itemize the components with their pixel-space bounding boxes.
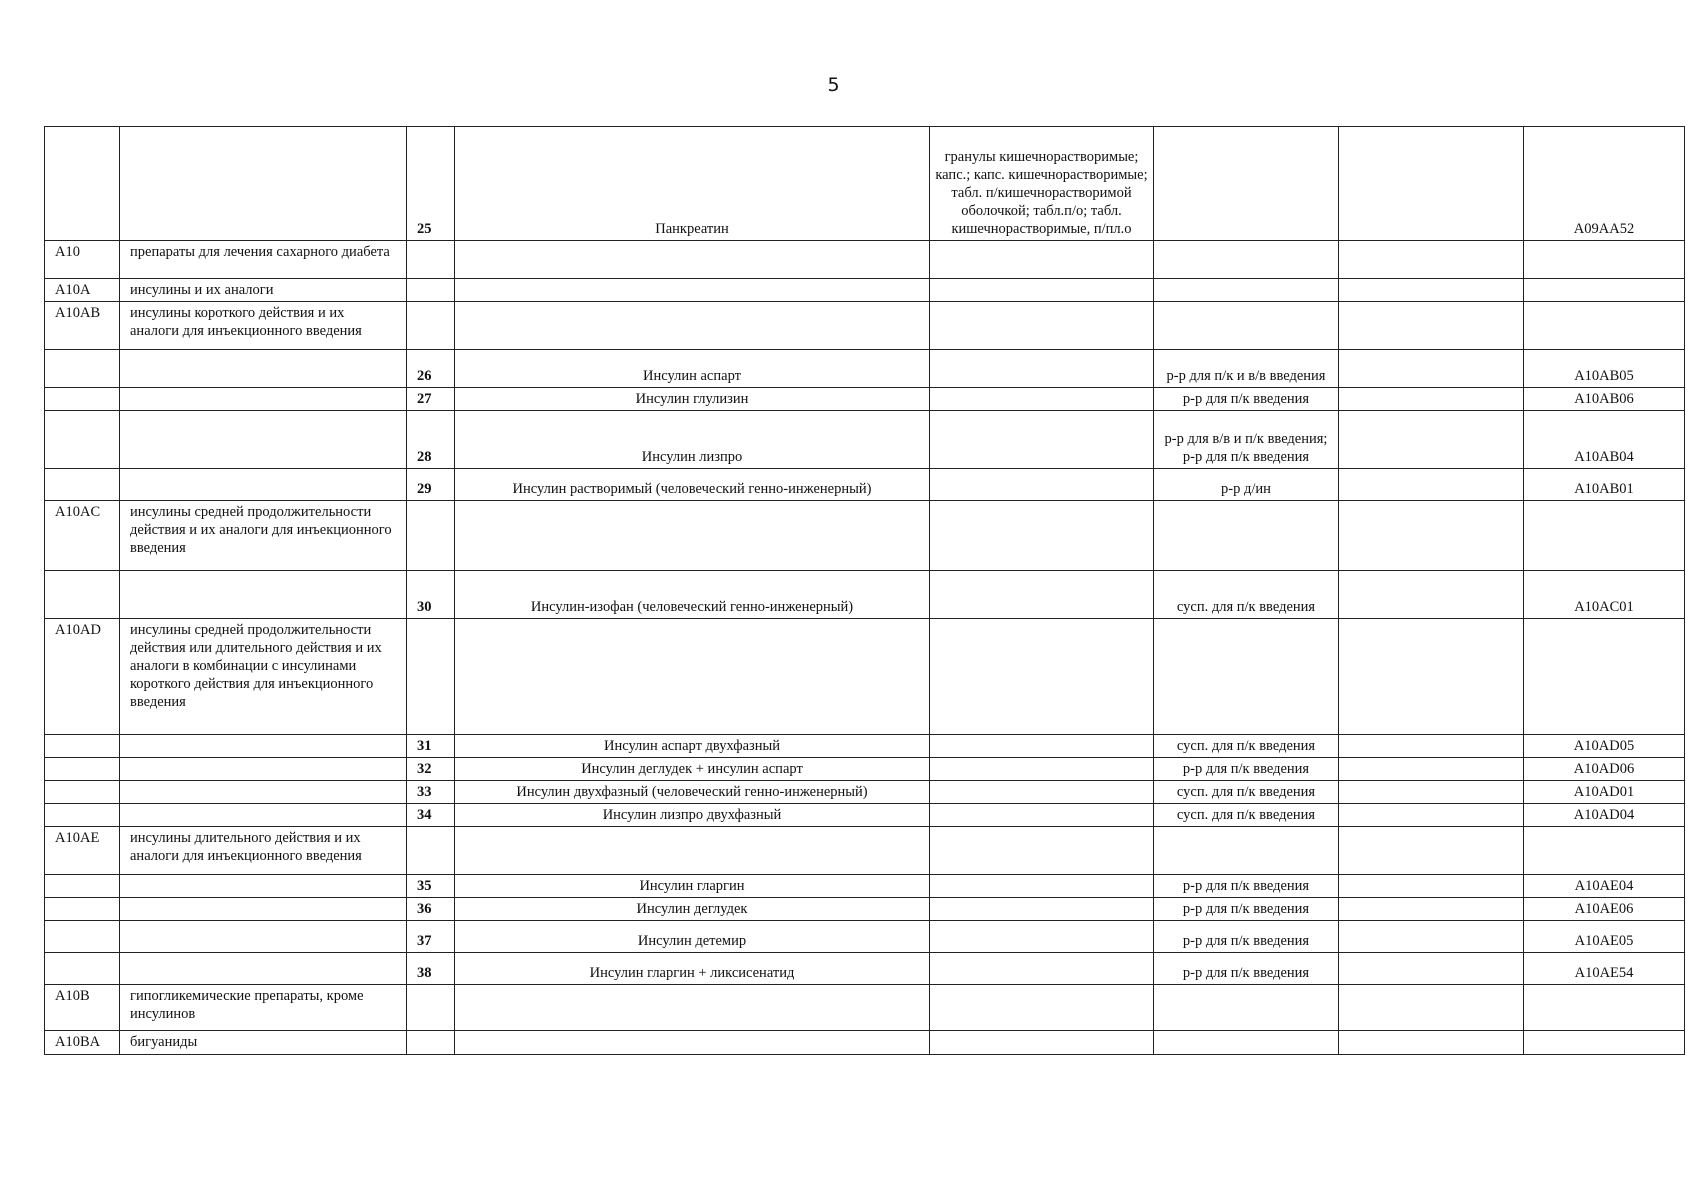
administration-form [1154,985,1339,1031]
drug-name [455,619,930,735]
atc-group-name [120,127,407,241]
dosage-forms [930,804,1154,827]
atc-code: A10AE04 [1524,875,1685,898]
drug-name: Инсулин деглудек [455,898,930,921]
extra-column [1339,985,1524,1031]
atc-group-name [120,411,407,469]
atc-group-name: бигуаниды [120,1031,407,1055]
atc-group-code [45,875,120,898]
atc-group-code [45,898,120,921]
dosage-forms [930,241,1154,279]
atc-group-code [45,350,120,388]
dosage-forms [930,953,1154,985]
administration-form [1154,279,1339,302]
item-number: 30 [407,571,455,619]
dosage-forms [930,985,1154,1031]
item-number: 34 [407,804,455,827]
item-number [407,1031,455,1055]
item-number [407,501,455,571]
table-row [45,350,1685,388]
dosage-forms [930,735,1154,758]
extra-column [1339,875,1524,898]
extra-column [1339,469,1524,501]
drug-name: Инсулин аспарт [455,350,930,388]
administration-form: р-р для п/к введения [1154,953,1339,985]
extra-column [1339,758,1524,781]
drug-name [455,827,930,875]
table-row [45,875,1685,898]
table-row [45,781,1685,804]
table-row [45,241,1685,279]
item-number: 31 [407,735,455,758]
dosage-forms [930,411,1154,469]
drug-name: Инсулин лизпро двухфазный [455,804,930,827]
atc-group-code [45,411,120,469]
drug-name: Инсулин детемир [455,921,930,953]
atc-code: A10AE06 [1524,898,1685,921]
atc-code: A10AD06 [1524,758,1685,781]
administration-form: р-р для п/к введения [1154,388,1339,411]
item-number: 38 [407,953,455,985]
item-number: 25 [407,127,455,241]
drug-name [455,241,930,279]
atc-code: A10AB01 [1524,469,1685,501]
item-number [407,985,455,1031]
dosage-forms [930,619,1154,735]
atc-group-code: A10AE [45,827,120,875]
dosage-forms [930,388,1154,411]
administration-form [1154,1031,1339,1055]
table-row [45,1031,1685,1055]
atc-code: A10AB06 [1524,388,1685,411]
administration-form: сусп. для п/к введения [1154,804,1339,827]
extra-column [1339,501,1524,571]
atc-group-name [120,571,407,619]
drug-name: Инсулин-изофан (человеческий генно-инженерный) [455,571,930,619]
table-row [45,827,1685,875]
atc-group-name: препараты для лечения сахарного диабета [120,241,407,279]
drug-name: Инсулин растворимый (человеческий генно-инженерный) [455,469,930,501]
extra-column [1339,921,1524,953]
administration-form: сусп. для п/к введения [1154,571,1339,619]
item-number: 36 [407,898,455,921]
administration-form: р-р для п/к введения [1154,875,1339,898]
atc-group-name: гипогликемические препараты, кроме инсулинов [120,985,407,1031]
atc-group-code [45,781,120,804]
item-number: 27 [407,388,455,411]
atc-group-code [45,388,120,411]
atc-group-code [45,804,120,827]
extra-column [1339,735,1524,758]
atc-group-name: инсулины средней продолжительности действия и их аналоги для инъекционного введения [120,501,407,571]
item-number: 35 [407,875,455,898]
atc-group-name [120,350,407,388]
administration-form: р-р для п/к введения [1154,758,1339,781]
item-number: 33 [407,781,455,804]
atc-group-code: A10AC [45,501,120,571]
extra-column [1339,127,1524,241]
dosage-forms [930,875,1154,898]
drug-name: Инсулин двухфазный (человеческий генно-инженерный) [455,781,930,804]
atc-code [1524,827,1685,875]
dosage-forms [930,350,1154,388]
atc-group-code [45,127,120,241]
page-number: 5 [827,74,840,96]
dosage-forms [930,898,1154,921]
administration-form [1154,501,1339,571]
extra-column [1339,781,1524,804]
atc-group-code: A10BA [45,1031,120,1055]
drug-name [455,302,930,350]
atc-code: A09AA52 [1524,127,1685,241]
atc-group-code [45,921,120,953]
administration-form: р-р д/ин [1154,469,1339,501]
atc-group-name: инсулины длительного действия и их аналоги для инъекционного введения [120,827,407,875]
table-row [45,758,1685,781]
atc-group-code [45,953,120,985]
dosage-forms [930,1031,1154,1055]
atc-group-code: A10AD [45,619,120,735]
administration-form: р-р для п/к введения [1154,898,1339,921]
item-number: 29 [407,469,455,501]
table-row [45,804,1685,827]
atc-code: A10AD05 [1524,735,1685,758]
extra-column [1339,571,1524,619]
dosage-forms [930,501,1154,571]
atc-group-name [120,735,407,758]
atc-group-code [45,735,120,758]
extra-column [1339,827,1524,875]
item-number [407,827,455,875]
atc-group-code [45,469,120,501]
table-row [45,388,1685,411]
drug-name: Панкреатин [455,127,930,241]
table-row [45,571,1685,619]
extra-column [1339,411,1524,469]
atc-code [1524,241,1685,279]
administration-form [1154,302,1339,350]
atc-group-name: инсулины короткого действия и их аналоги для инъекционного введения [120,302,407,350]
atc-group-code [45,758,120,781]
table-row [45,279,1685,302]
table-row [45,953,1685,985]
atc-group-code [45,571,120,619]
atc-group-name [120,953,407,985]
extra-column [1339,350,1524,388]
extra-column [1339,388,1524,411]
dosage-forms [930,781,1154,804]
atc-group-name [120,781,407,804]
atc-code: A10AD01 [1524,781,1685,804]
table-row [45,898,1685,921]
atc-code [1524,501,1685,571]
atc-code: A10AE05 [1524,921,1685,953]
atc-group-code: A10A [45,279,120,302]
atc-group-name [120,758,407,781]
extra-column [1339,619,1524,735]
atc-group-code: A10B [45,985,120,1031]
atc-code [1524,302,1685,350]
administration-form [1154,241,1339,279]
atc-group-name [120,469,407,501]
table-row [45,619,1685,735]
item-number: 32 [407,758,455,781]
atc-group-code: A10 [45,241,120,279]
drug-name: Инсулин гларгин [455,875,930,898]
extra-column [1339,241,1524,279]
table-row [45,501,1685,571]
drug-name: Инсулин гларгин + ликсисенатид [455,953,930,985]
table-row [45,302,1685,350]
atc-group-name: инсулины и их аналоги [120,279,407,302]
administration-form: р-р для п/к и в/в введения [1154,350,1339,388]
administration-form: сусп. для п/к введения [1154,735,1339,758]
administration-form: р-р для п/к введения [1154,921,1339,953]
administration-form [1154,127,1339,241]
dosage-forms [930,921,1154,953]
atc-code [1524,985,1685,1031]
extra-column [1339,953,1524,985]
dosage-forms [930,469,1154,501]
atc-group-name [120,898,407,921]
item-number [407,619,455,735]
item-number: 26 [407,350,455,388]
item-number [407,241,455,279]
atc-code [1524,279,1685,302]
item-number: 37 [407,921,455,953]
atc-code: A10AB04 [1524,411,1685,469]
drug-name [455,1031,930,1055]
item-number [407,279,455,302]
drug-list-table [44,126,1685,1055]
atc-group-name [120,875,407,898]
drug-name: Инсулин деглудек + инсулин аспарт [455,758,930,781]
dosage-forms [930,827,1154,875]
table-row [45,469,1685,501]
dosage-forms [930,302,1154,350]
administration-form [1154,827,1339,875]
atc-group-code: A10AB [45,302,120,350]
drug-name: Инсулин аспарт двухфазный [455,735,930,758]
extra-column [1339,302,1524,350]
atc-code: A10AE54 [1524,953,1685,985]
administration-form [1154,619,1339,735]
atc-code: A10AB05 [1524,350,1685,388]
table-row [45,735,1685,758]
atc-group-name: инсулины средней продолжительности действия или длительного действия и их аналоги в комбинации с инсулинами короткого действия для инъекционного введения [120,619,407,735]
drug-name [455,501,930,571]
atc-group-name [120,804,407,827]
atc-code: A10AC01 [1524,571,1685,619]
table-row [45,411,1685,469]
table-row [45,985,1685,1031]
administration-form: сусп. для п/к введения [1154,781,1339,804]
atc-code: A10AD04 [1524,804,1685,827]
atc-group-name [120,388,407,411]
atc-code [1524,619,1685,735]
drug-name: Инсулин лизпро [455,411,930,469]
extra-column [1339,1031,1524,1055]
atc-group-name [120,921,407,953]
atc-code [1524,1031,1685,1055]
drug-name [455,279,930,302]
dosage-forms [930,758,1154,781]
item-number [407,302,455,350]
extra-column [1339,279,1524,302]
table-row [45,127,1685,241]
extra-column [1339,804,1524,827]
item-number: 28 [407,411,455,469]
table-body [45,127,1685,1055]
table-row [45,921,1685,953]
drug-name [455,985,930,1031]
drug-name: Инсулин глулизин [455,388,930,411]
extra-column [1339,898,1524,921]
administration-form: р-р для в/в и п/к введения; р-р для п/к введения [1154,411,1339,469]
dosage-forms: гранулы кишечнорастворимые; капс.; капс. кишечнорастворимые; табл. п/кишечнорастворимой оболочкой; табл.п/о; табл. кишечнорастворимые, п/пл.о [930,127,1154,241]
dosage-forms [930,571,1154,619]
dosage-forms [930,279,1154,302]
